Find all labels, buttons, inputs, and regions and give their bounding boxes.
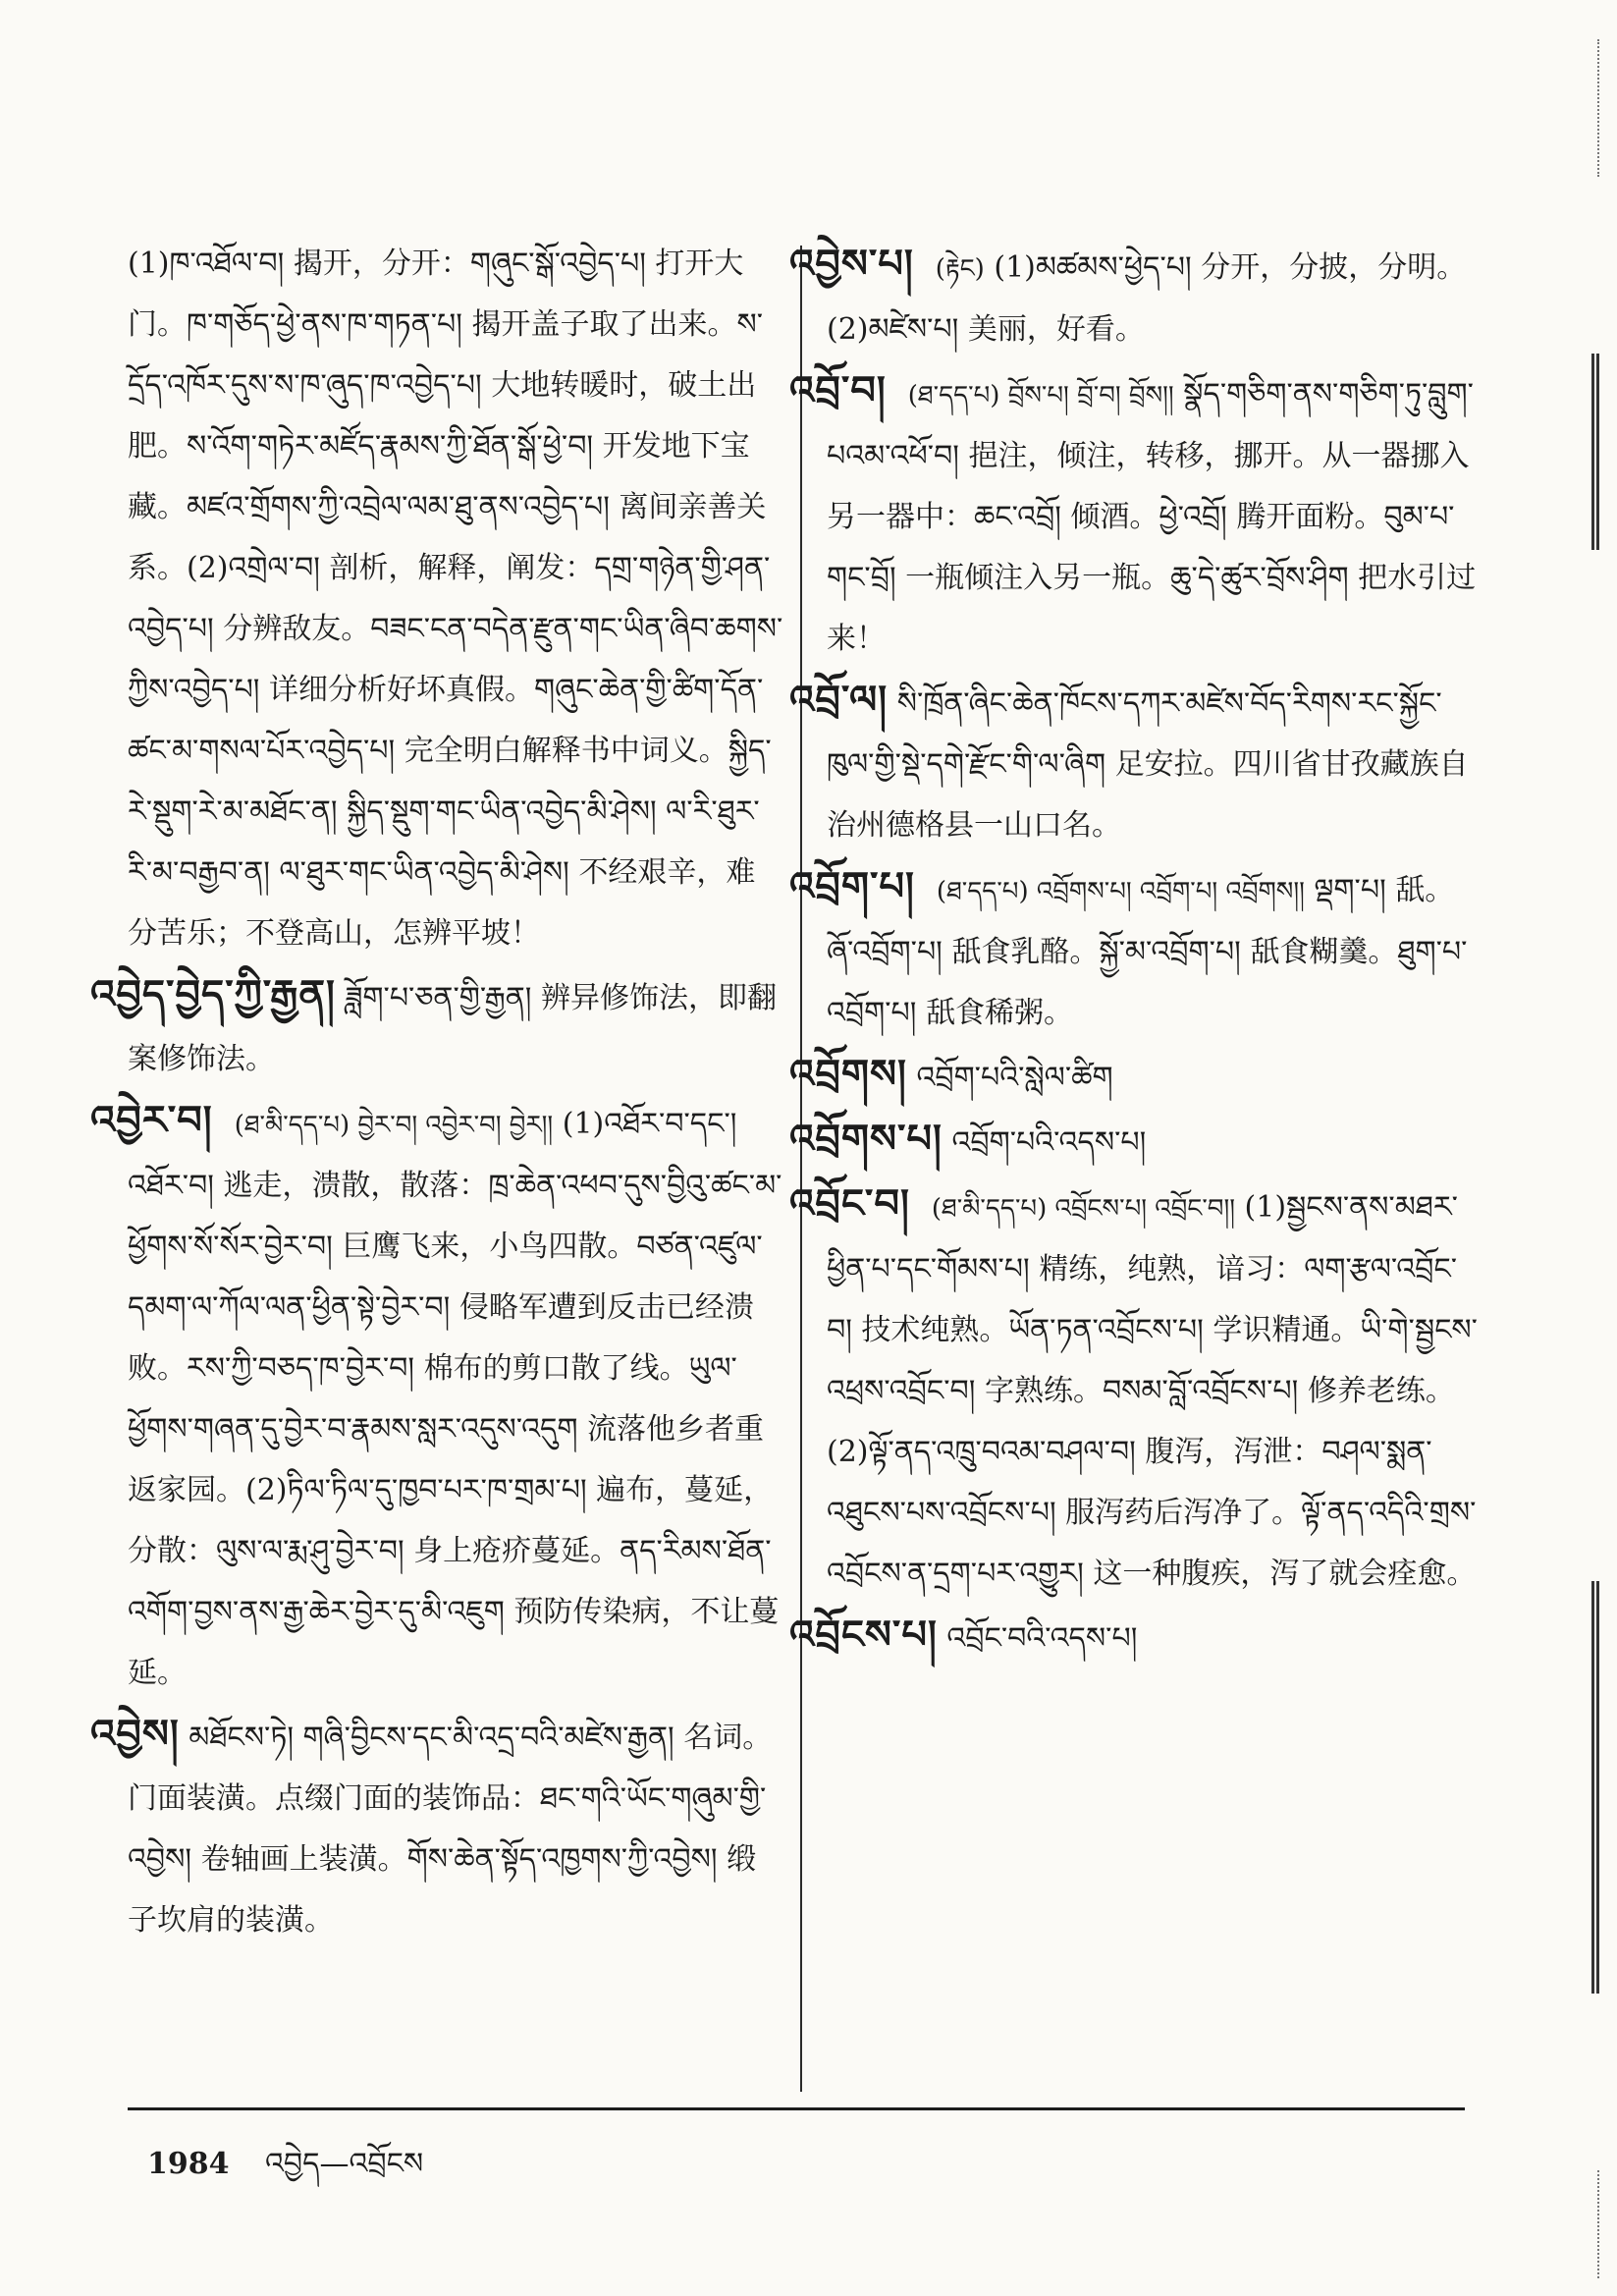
dictionary-entry <box>789 1174 1481 1605</box>
dictionary-entry <box>789 1044 1481 1109</box>
entry-definition: (1)མཚམས་ཕྱེད་པ། 分开，分披，分明。(2)མཛེས་པ། 美丽，好看。 <box>827 250 1467 347</box>
dictionary-entry <box>789 670 1481 856</box>
column-divider <box>800 246 802 2092</box>
guide-words: འབྱེད—འབྲོངས <box>264 2147 424 2181</box>
entry-headword: འབྱེད་བྱེད་ཀྱི་རྒྱན། <box>90 971 336 1017</box>
entry-grammar: (རྟེང) <box>935 254 985 284</box>
entry-definition: འབྲོག་པའི་འདས་པ། <box>951 1125 1147 1160</box>
margin-mark-bottom <box>1568 2170 1599 2278</box>
entry-grammar: (ཐ་དད་པ) བྲོས་པ། བྲོ་བ། བྲོས།། <box>907 381 1174 410</box>
entry-definition: མཐོངས་ཏེ། གཞི་བྱིངས་དང་མི་འདྲ་བའི་མཛེས་རྒྱན། 名词。门面装潢。点缀门面的装饰品：ཐང་གའི་ཡོང་གཞུམ་གྱི་འབྱེས། 卷轴画上装潢。གོས་ཆེན་སྟོད་འཁྱགས་ཀྱི་འབྱེས། 缎子坎肩的装潢。 <box>128 1721 773 1938</box>
entry-grammar: (ཐ་མི་དད་པ) བྱེར་བ། འབྱེར་བ། བྱེར།། <box>234 1111 554 1140</box>
dictionary-entry <box>128 234 783 964</box>
entry-headword: འབྲོགས་པ། <box>789 1116 943 1162</box>
page-footer <box>147 2131 423 2214</box>
dictionary-entry <box>789 856 1481 1044</box>
entry-headword: འབྲོག་པ། <box>789 863 915 909</box>
entry-definition: (1)ཁ་འཐོལ་བ། 揭开，分开：གཞུང་སྒོ་འབྱེད་པ། 打开大门。ཁ་གཅོད་ཕྱེ་ནས་ཁ་གཏན་པ། 揭开盖子取了出来。ས་དྲོད་འཁོར་དུས་ས་ཁ་ཞུད་ཁ་འབྱེད་པ། 大地转暖时，破土出肥。ས་འོག་གཏེར་མཛོད་རྣམས་ཀྱི་ཐོན་སྒོ་ཕྱེ་བ། 开发地下宝藏。མཛའ་གྲོགས་ཀྱི་འབྲེལ་ལམ་ཐུ་ནས་འབྱེད་པ། 离间亲善关系。(2)འགྲེལ་བ། 剖析，解释，阐发：དགྲ་གཉེན་གྱི་ཤན་འབྱེད་པ། 分辨敌友。བཟང་ངན་བདེན་རྫུན་གང་ཡིན་ཞིབ་ཆགས་ཀྱིས་འབྱེད་པ། 详细分析好坏真假。གཞུང་ཆེན་གྱི་ཚིག་དོན་ཚང་མ་གསལ་པོར་འབྱེད་པ། 完全明白解释书中词义。སྐྱིད་རེ་སྡུག་རེ་མ་མཐོང་ན། སྐྱིད་སྡུག་གང་ཡིན་འབྱེད་མི་ཤེས། ལ་རི་ཐུར་རི་མ་བརྒྱབ་ན། ལ་ཐུར་གང་ཡིན་འབྱེད་མི་ཤེས། 不经艰辛，难分苦乐；不登高山，怎辨平坡！ <box>128 246 783 951</box>
entry-headword: འབྲོང་བ། <box>789 1180 910 1227</box>
dictionary-entry <box>789 1109 1481 1174</box>
entry-definition: འབྲོང་བའི་འདས་པ། <box>946 1621 1138 1656</box>
entry-definition: ཟློག་པ་ཅན་གྱི་རྒྱན། 辨异修饰法，即翻案修饰法。 <box>128 981 777 1076</box>
margin-mark-binding-lower <box>1562 1581 1599 1994</box>
dictionary-entry <box>789 1605 1481 1669</box>
entry-definition: འབྲོག་པའི་སླེལ་ཚིག <box>916 1061 1113 1095</box>
entry-headword: འབྱེར་བ། <box>90 1097 213 1143</box>
entry-headword: འབྲོངས་པ། <box>789 1612 938 1658</box>
dictionary-entry <box>789 234 1481 360</box>
entry-grammar: (ཐ་དད་པ) འབྲོགས་པ། འབྲོག་པ། འབྲོགས།། <box>936 877 1305 906</box>
dictionary-entry <box>90 1090 783 1704</box>
dictionary-entry <box>90 1704 783 1951</box>
entry-headword: འབྲོགས། <box>789 1051 907 1097</box>
page-number: 1984 <box>147 2147 230 2181</box>
margin-mark-top <box>1568 39 1599 177</box>
right-column <box>789 234 1481 1669</box>
margin-mark-binding <box>1562 354 1599 550</box>
entry-grammar: (ཐ་མི་དད་པ) འབྲོངས་པ། འབྲོང་བ།། <box>931 1194 1235 1224</box>
dictionary-entry <box>789 360 1481 670</box>
entry-definition: (1)སྦྱངས་ནས་མཐར་ཕྱིན་པ་དང་གོམས་པ། 精练，纯熟，谙习：ལག་རྩལ་འབྲོང་བ། 技术纯熟。ཡོན་ཏན་འབྲོངས་པ། 学识精通。ཡི་གེ་སྦྱངས་འཕྲས་འབྲོང་བ། 字熟练。བསམ་བློ་འབྲོངས་པ། 修养老练。(2)ལྟོ་ནད་འཁྲུ་བའམ་བཤལ་བ། 腹泻，泻泄：བཤལ་སྨན་འཐུངས་པས་འབྲོངས་པ། 服泻药后泻净了。ལྟོ་ནད་འདིའི་གྲས་འབྲོངས་ན་དྲག་པར་འགྱུར། 这一种腹疾，泻了就会痊愈。 <box>827 1190 1478 1591</box>
entry-headword: འབྲོ་བ། <box>789 367 887 413</box>
entry-headword: འབྱེས། <box>90 1711 180 1757</box>
dictionary-entry <box>90 964 783 1090</box>
footer-rule <box>128 2107 1465 2110</box>
entry-definition: སྣོད་གཅིག་ནས་གཅིག་ཏུ་བླུག་པའམ་འཕོ་བ། 挹注，倾注，转移，挪开。从一器挪入另一器中：ཆང་འབྲོ། 倾酒。ཕྱེ་འབྲོ། 腾开面粉。བུམ་པ་གང་བྲོ། 一瓶倾注入另一瓶。ཆུ་དེ་ཚུར་བྲོས་ཤིག 把水引过来！ <box>827 377 1477 656</box>
entry-headword: འབྲོ་ལ། <box>789 677 889 723</box>
entry-definition: སི་ཁྲོན་ཞིང་ཆེན་ཁོངས་དཀར་མཛེས་བོད་རིགས་རང་སྐྱོང་ཁུལ་གྱི་སྡེ་དགེ་རྫོང་གི་ལ་ཞིག 足安拉。四川省甘孜藏族自治州德格县一山口名。 <box>827 686 1469 843</box>
entry-definition: (1)འཐོར་བ་དང་། འཐོར་བ། 逃走，溃散，散落：ཁྲ་ཆེན་འཕབ་དུས་བྱིའུ་ཚང་མ་ཕྱོགས་སོ་སོར་བྱེར་བ། 巨鹰飞来，小鸟四散。བཙན་འཛུལ་དམག་ལ་ཀོལ་ལན་ཕྱིན་སྟེ་བྱེར་བ། 侵略军遭到反击已经溃败。རས་ཀྱི་བཅད་ཁ་བྱེར་བ། 棉布的剪口散了线。ཡུལ་ཕྱོགས་གཞན་དུ་བྱེར་བ་རྣམས་སླར་འདུས་འདུག 流落他乡者重返家园。(2)ཏིལ་ཏིལ་དུ་ཁྱབ་པར་ཁ་གྲམ་པ། 遍布，蔓延，分散：ལུས་ལ་རྨ་ཤུ་བྱེར་བ། 身上疮疥蔓延。ནད་རིམས་ཐོན་འགོག་བྱས་ནས་རྒྱ་ཆེར་བྱེར་དུ་མི་འཇུག 预防传染病，不让蔓延。 <box>128 1107 782 1690</box>
entry-headword: འབྱེས་པ། <box>789 241 914 287</box>
entry-definition: ལྡག་པ། 舐。ཞོ་འབྲོག་པ། 舐食乳酪。སྐྱོ་མ་འབྲོག་པ། 舐食糊羹。ཐུག་པ་འབྲོག་པ། 舐食稀粥。 <box>827 873 1468 1030</box>
left-column <box>90 234 783 1951</box>
